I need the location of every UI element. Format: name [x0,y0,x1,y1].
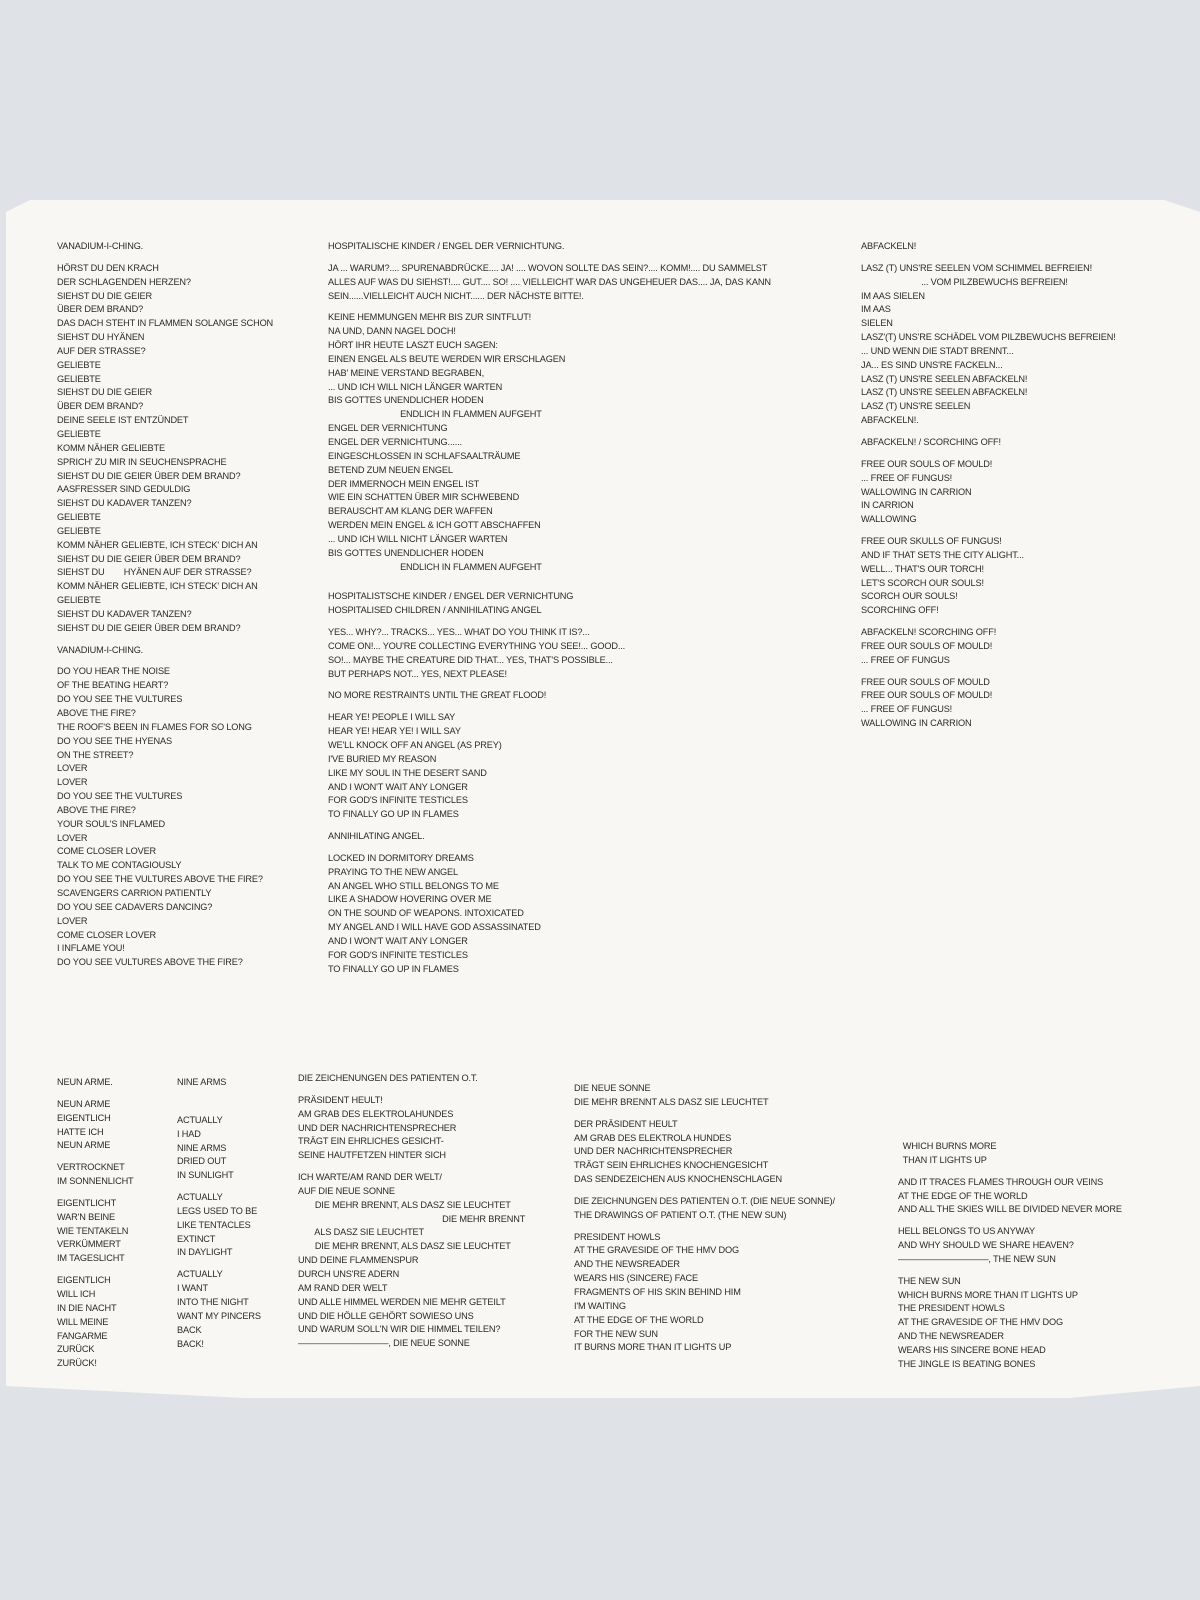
lyric-line: LASZ'(T) UNS'RE SCHÄDEL VOM PILZBEWUCHS BEFREIEN! [861,332,1116,343]
lyric-line: IM TAGESLICHT [57,1253,125,1264]
stanza-gap [861,618,1116,626]
lyric-line: EIGENTLICH [57,1275,111,1286]
lyric-line: GELIEBTE [57,525,101,536]
lyric-line: DIE MEHR BRENNT [298,1213,526,1224]
lyric-line: BUT PERHAPS NOT... YES, NEXT PLEASE! [328,668,507,679]
lyric-line: AT THE GRAVESIDE OF THE HMV DOG [574,1245,740,1256]
lyric-line: LASZ (T) UNS'RE SEELEN [861,401,971,412]
lyric-line: TO FINALLY GO UP IN FLAMES [328,963,459,974]
stanza-gap [57,1189,134,1197]
lyric-line: AUF DIE NEUE SONNE [298,1185,395,1196]
lyric-line: SEINE HAUTFETZEN HINTER SICH [298,1150,446,1161]
lyric-line: JA... ES SIND UNS'RE FACKELN... [861,359,1003,370]
lyric-line: BIS GOTTES UNENDLICHER HODEN [328,395,484,406]
lyric-line: ABFACKELN! SCORCHING OFF! [861,627,997,638]
lyric-line: ... UND ICH WILL NICH LÄNGER WARTEN [328,381,503,392]
lyric-line: EINGESCHLOSSEN IN SCHLAFSAALTRÄUME [328,450,521,461]
lyric-line: ON THE SOUND OF WEAPONS. INTOXICATED [328,908,524,919]
lyric-line: NINE ARMS [177,1077,227,1087]
lyric-line: WELL... THAT'S OUR TORCH! [861,563,984,574]
stanza-gap [328,822,771,830]
lyrics-nine-arms [177,1076,261,1351]
lyric-line: ÜBER DEM BRAND? [57,401,144,412]
lyric-line: LASZ (T) UNS'RE SEELEN ABFACKELN! [861,373,1028,384]
lyric-line: PRÄSIDENT HEULT! [298,1094,383,1105]
lyric-line: ——————————, THE NEW SUN [898,1253,1056,1264]
lyrics-abfackeln [861,240,1116,731]
lyric-line: SCAVENGERS CARRION PATIENTLY [57,887,212,898]
lyric-line: DIE MEHR BRENNT, ALS DASZ SIE LEUCHTET [298,1241,511,1252]
lyric-line: WAR'N BEINE [57,1211,115,1222]
lyric-line: WHICH BURNS MORE [898,1141,997,1151]
lyric-line: EIGENTLICH [57,1112,111,1123]
lyric-line: COME CLOSER LOVER [57,929,157,940]
lyric-line: ENDLICH IN FLAMMEN AUFGEHT [328,561,542,572]
lyric-line: WE'LL KNOCK OFF AN ANGEL (AS PREY) [328,740,502,750]
lyric-line: SO!... MAYBE THE CREATURE DID THAT... YES, THAT'S POSSIBLE... [328,654,613,665]
stanza-gap [298,1163,525,1171]
lyric-line: SIEHST DU DIE GEIER [57,387,153,398]
lyric-line: HÖRT IHR HEUTE LASZT EUCH SAGEN: [328,340,498,351]
lyric-line: AND I WON'T WAIT ANY LONGER [328,781,468,792]
lyric-line: THE JINGLE IS BEATING BONES [898,1358,1036,1369]
stanza-gap [57,657,273,665]
lyric-line: COME CLOSER LOVER [57,846,157,857]
lyric-line: DO YOU SEE THE HYENAS [57,735,172,746]
lyric-line: DRIED OUT [177,1156,227,1167]
lyric-line: ZURÜCK! [57,1358,97,1369]
lyric-line: ABOVE THE FIRE? [57,804,136,815]
lyric-line: SPRICH' ZU MIR IN SEUCHENSPRACHE [57,456,227,467]
stanza-gap [574,1223,835,1231]
lyric-line: WALLOWING [861,514,917,525]
lyrics-hospitalische-kinder [328,240,771,977]
lyric-line: GELIEBTE [57,373,101,384]
lyric-line: ZURÜCK [57,1344,95,1355]
lyric-line: PRESIDENT HOWLS [574,1231,661,1242]
lyric-line: FREE OUR SKULLS OF FUNGUS! [861,536,1002,547]
lyric-line: UND ALLE HIMMEL WERDEN NIE MEHR GETEILT [298,1296,506,1307]
lyric-line: THE DRAWINGS OF PATIENT O.T. (THE NEW SUN) [574,1209,787,1220]
lyric-line: ABFACKELN! / SCORCHING OFF! [861,436,1001,447]
lyric-line: AASFRESSER SIND GEDULDIG [57,484,191,495]
lyric-line: ... FREE OF FUNGUS [861,654,950,665]
lyric-line: IM AAS SIELEN [861,290,925,301]
stanza-gap [898,1217,1122,1225]
lyric-line: DO YOU SEE VULTURES ABOVE THE FIRE? [57,957,243,968]
lyric-line: ABFACKELN! [861,241,917,251]
lyric-line: I'M WAITING [574,1300,626,1311]
lyric-line: DO YOU SEE THE VULTURES [57,694,183,705]
lyric-line: YES... WHY?... TRACKS... YES... WHAT DO YOU THINK IT IS?... [328,627,590,638]
lyric-line: ACTUALLY [177,1114,223,1125]
lyric-line: JA ... WARUM?.... SPURENABDRÜCKE.... JA! .... WOVON SOLLTE DAS SEIN?.... KOMM!.... DU SAMMELST [328,262,768,273]
lyric-line: BIS GOTTES UNENDLICHER HODEN [328,547,484,558]
stanza-gap [328,574,771,582]
lyric-line: HOSPITALISCHE KINDER / ENGEL DER VERNICHTUNG. [328,241,565,251]
stanza-gap [328,582,771,590]
lyric-line: DURCH UNS'RE ADERN [298,1268,400,1279]
lyric-line: IN SUNLIGHT [177,1170,234,1181]
lyric-line: IN CARRION [861,500,914,511]
lyric-line: NEUN ARME. [57,1077,113,1087]
lyric-line: THE PRESIDENT HOWLS [898,1303,1005,1314]
lyric-line: THE ROOF'S BEEN IN FLAMES FOR SO LONG [57,721,252,732]
lyric-line: LOVER [57,763,88,774]
lyric-line: ACTUALLY [177,1192,223,1203]
lyric-line: LIKE A SHADOW HOVERING OVER ME [328,894,492,905]
lyric-line: AND I WON'T WAIT ANY LONGER [328,935,468,946]
stanza-gap [57,254,273,262]
stanza-gap [328,618,771,626]
lyric-line: IM SONNENLICHT [57,1176,134,1187]
stanza-gap [57,1153,134,1161]
lyric-line: WHICH BURNS MORE THAN IT LIGHTS UP [898,1289,1078,1300]
lyric-line: ... FREE OF FUNGUS! [861,472,953,483]
stanza-gap [328,254,771,262]
lyric-line: DER IMMERNOCH MEIN ENGEL IST [328,478,480,489]
lyric-line: TRÄGT EIN EHRLICHES GESICHT- [298,1136,444,1147]
stanza-gap [57,636,273,644]
lyric-line: FREE OUR SOULS OF MOULD! [861,690,993,701]
lyric-line: UND DIE HÖLLE GEHÖRT SOWIESO UNS [298,1310,474,1321]
lyric-line: SIEHST DU KADAVER TANZEN? [57,608,192,619]
lyric-line: SIEHST DU DIE GEIER ÜBER DEM BRAND? [57,622,241,633]
lyric-line: HELL BELONGS TO US ANYWAY [898,1226,1035,1237]
lyric-line: VERTROCKNET [57,1162,125,1173]
lyric-line: COME ON!... YOU'RE COLLECTING EVERYTHING YOU SEE!... GOOD... [328,640,626,651]
lyric-line: LEGS USED TO BE [177,1205,258,1216]
lyric-line: SIEHST DU DIE GEIER ÜBER DEM BRAND? [57,470,241,481]
lyric-line: ABOVE THE FIRE? [57,708,136,718]
lyric-line: ABFACKELN!. [861,415,919,426]
stanza-gap [177,1090,261,1098]
lyric-line: AND THE NEWSREADER [898,1331,1004,1342]
lyric-line: UND DER NACHRICHTENSPRECHER [298,1122,457,1133]
lyric-line: DAS SENDEZEICHEN AUS KNOCHENSCHLAGEN [574,1174,782,1185]
stanza-gap [177,1260,261,1268]
lyric-line: BETEND ZUM NEUEN ENGEL [328,464,453,475]
lyric-line: ... FREE OF FUNGUS! [861,704,953,715]
lyric-line: ENDLICH IN FLAMMEN AUFGEHT [328,409,542,420]
lyric-line: NO MORE RESTRAINTS UNTIL THE GREAT FLOOD! [328,690,547,701]
lyrics-patient-ot [298,1072,525,1351]
lyric-line: LOCKED IN DORMITORY DREAMS [328,852,474,863]
lyric-line: KOMM NÄHER GELIEBTE, ICH STECK' DICH AN [57,539,258,550]
lyrics-neun-arme [57,1076,134,1371]
lyric-line: AT THE GRAVESIDE OF THE HMV DOG [898,1317,1064,1328]
lyric-line: TO FINALLY GO UP IN FLAMES [328,809,459,820]
lyric-line: IN DIE NACHT [57,1302,117,1313]
lyric-line: WEARS HIS (SINCERE) FACE [574,1273,699,1284]
lyric-line: GELIEBTE [57,359,101,370]
lyric-line: EINEN ENGEL ALS BEUTE WERDEN WIR ERSCHLAGEN [328,353,566,364]
lyric-line: WERDEN MEIN ENGEL & ICH GOTT ABSCHAFFEN [328,520,541,531]
lyric-line: AND WHY SHOULD WE SHARE HEAVEN? [898,1240,1074,1251]
lyric-line: ENGEL DER VERNICHTUNG...... [328,436,462,447]
lyric-line: ANNIHILATING ANGEL. [328,831,425,842]
lyric-line: EXTINCT [177,1233,216,1244]
lyric-line: SEIN......VIELLEICHT AUCH NICHT...... DER NÄCHSTE BITTE!. [328,290,584,301]
lyric-line: AND ALL THE SKIES WILL BE DIVIDED NEVER MORE [898,1204,1122,1215]
lyric-line: FOR GOD'S INFINITE TESTICLES [328,949,468,960]
lyric-line: WANT MY PINCERS [177,1310,261,1321]
lyric-line: AT THE EDGE OF THE WORLD [898,1190,1028,1201]
lyric-line: AM GRAB DES ELEKTROLA HUNDES [574,1132,732,1143]
lyric-line: I INFLAME YOU! [57,943,125,954]
lyric-line: THE NEW SUN [898,1275,961,1286]
lyric-line: ... UND WENN DIE STADT BRENNT... [861,345,1014,356]
lyric-line: WEARS HIS SINCERE BONE HEAD [898,1344,1046,1355]
lyric-line: DIE ZEICHENUNGEN DES PATIENTEN O.T. [298,1073,478,1083]
lyric-line: FOR THE NEW SUN [574,1328,658,1339]
lyric-line: I'VE BURIED MY REASON [328,753,437,764]
lyric-line: VANADIUM-I-CHING. [57,241,144,251]
lyric-line: ... VOM PILZBEWUCHS BEFREIEN! [861,276,1068,287]
lyric-line: UND WARUM SOLL'N WIR DIE HIMMEL TEILEN? [298,1324,501,1335]
lyric-line: WALLOWING IN CARRION [861,718,972,729]
lyric-line: FRAGMENTS OF HIS SKIN BEHIND HIM [574,1286,741,1297]
lyric-line: VANADIUM-I-CHING. [57,644,144,655]
lyric-line: EIGENTLICHT [57,1197,117,1208]
lyric-line: SIEHST DU HYÄNEN AUF DER STRASSE? [57,567,252,578]
lyric-line: HEAR YE! HEAR YE! I WILL SAY [328,726,461,737]
lyric-line: AUF DER STRASSE? [57,345,146,356]
lyric-line: TALK TO ME CONTAGIOUSLY [57,860,182,871]
lyric-line: FOR GOD'S INFINITE TESTICLES [328,795,468,806]
lyric-line: LIKE TENTACLES [177,1219,251,1230]
lyric-line: HOSPITALISED CHILDREN / ANNIHILATING ANGEL [328,605,542,616]
stanza-gap [861,254,1116,262]
lyrics-new-sun [898,1140,1122,1372]
lyric-line: SIEHST DU HYÄNEN [57,332,145,343]
lyric-line: AND IF THAT SETS THE CITY ALIGHT... [861,549,1024,560]
lyric-line: NEUN ARME [57,1140,111,1151]
lyric-line: ACTUALLY [177,1269,223,1280]
lyric-line: DER PRÄSIDENT HEULT [574,1118,678,1129]
lyric-line: SIEHST DU KADAVER TANZEN? [57,498,192,509]
lyric-line: ... UND ICH WILL NICHT LÄNGER WARTEN [328,533,508,544]
lyric-line: VERKÜMMERT [57,1239,121,1250]
lyric-line: DIE MEHR BRENNT, ALS DASZ SIE LEUCHTET [298,1199,511,1210]
stanza-gap [328,681,771,689]
lyric-line: ÜBER DEM BRAND? [57,304,144,315]
lyric-line: BACK! [177,1338,204,1349]
stanza-gap [328,844,771,852]
lyric-line: THAN IT LIGHTS UP [898,1154,987,1165]
lyric-line: HÖRST DU DEN KRACH [57,262,159,273]
lyric-line: WILL MEINE [57,1316,109,1327]
lyric-line: HAB' MEINE VERSTAND BEGRABEN, [328,367,485,378]
lyric-line: INTO THE NIGHT [177,1296,249,1307]
stanza-gap [177,1183,261,1191]
lyric-line: FREE OUR SOULS OF MOULD! [861,458,993,469]
lyric-line: WALLOWING IN CARRION [861,486,972,497]
lyric-line: ON THE STREET? [57,749,134,760]
lyric-line: GELIEBTE [57,512,101,523]
lyric-line: BERAUSCHT AM KLANG DER WAFFEN [328,506,493,517]
lyric-line: KOMM NÄHER GELIEBTE, ICH STECK' DICH AN [57,581,258,592]
lyric-line: AND THE NEWSREADER [574,1259,680,1270]
lyric-line: UND DEINE FLAMMENSPUR [298,1255,419,1266]
stanza-gap [57,1090,134,1098]
lyric-line: ALS DASZ SIE LEUCHTET [298,1227,424,1238]
stanza-gap [328,303,771,311]
lyric-line: SCORCH OUR SOULS! [861,591,958,602]
stanza-gap [574,1110,835,1118]
lyric-line: SIEHST DU DIE GEIER ÜBER DEM BRAND? [57,553,241,564]
lyric-line: DO YOU SEE CADAVERS DANCING? [57,901,213,912]
lyric-line: AN ANGEL WHO STILL BELONGS TO ME [328,880,499,891]
stanza-gap [177,1098,261,1106]
lyric-line: NEUN ARME [57,1098,111,1109]
lyric-line: DIE ZEICHNUNGEN DES PATIENTEN O.T. (DIE NEUE SONNE)/ [574,1195,835,1206]
stanza-gap [898,1168,1122,1176]
lyric-line: DO YOU HEAR THE NOISE [57,666,170,677]
lyric-line: LASZ (T) UNS'RE SEELEN ABFACKELN! [861,387,1028,398]
stanza-gap [298,1086,525,1094]
lyric-line: NA UND, DANN NAGEL DOCH! [328,326,456,337]
lyric-line: SCORCHING OFF! [861,605,939,616]
lyric-line: HATTE ICH [57,1126,104,1137]
lyric-line: SIELEN [861,318,893,329]
lyric-line: MY ANGEL AND I WILL HAVE GOD ASSASSINATED [328,922,541,933]
lyric-line: WIE EIN SCHATTEN ÜBER MIR SCHWEBEND [328,492,520,503]
lyric-line: LOVER [57,777,88,788]
lyrics-neue-sonne [574,1082,835,1355]
lyric-line: GELIEBTE [57,595,101,606]
lyric-line: SIEHST DU DIE GEIER [57,290,153,301]
stanza-gap [57,1266,134,1274]
lyric-line: LIKE MY SOUL IN THE DESERT SAND [328,767,487,778]
lyric-line: IT BURNS MORE THAN IT LIGHTS UP [574,1342,732,1353]
stanza-gap [861,450,1116,458]
lyric-line: I HAD [177,1128,201,1139]
lyric-line: DAS DACH STEHT IN FLAMMEN SOLANGE SCHON [57,318,274,329]
lyric-line: ——————————, DIE NEUE SONNE [298,1338,470,1349]
lyric-line: FANGARME [57,1330,108,1341]
stanza-gap [861,428,1116,436]
lyric-line: KEINE HEMMUNGEN MEHR BIS ZUR SINTFLUT! [328,312,532,323]
lyric-line: FREE OUR SOULS OF MOULD! [861,640,993,651]
lyric-line: KOMM NÄHER GELIEBTE [57,442,165,453]
lyric-line: DO YOU SEE THE VULTURES ABOVE THE FIRE? [57,874,263,885]
lyric-line: TRÄGT SEIN EHRLICHES KNOCHENGESICHT [574,1160,769,1171]
stanza-gap [861,527,1116,535]
stanza-gap [898,1267,1122,1275]
lyric-line: WILL ICH [57,1288,96,1299]
stanza-gap [574,1187,835,1195]
lyric-line: AT THE EDGE OF THE WORLD [574,1314,704,1325]
lyric-line: BACK [177,1324,202,1335]
stanza-gap [328,703,771,711]
lyric-line: LOVER [57,915,88,926]
lyric-line: ALLES AUF WAS DU SIEHST!.... GUT.... SO! .... VIELLEICHT WAR DAS UNGEHEUER DAS.... JA, DAS KANN [328,276,771,287]
lyric-line: OF THE BEATING HEART? [57,680,169,691]
lyric-line: I WANT [177,1283,208,1294]
lyric-line: HEAR YE! PEOPLE I WILL SAY [328,712,456,723]
lyric-line: ICH WARTE/AM RAND DER WELT/ [298,1172,442,1183]
lyric-line: UND DER NACHRICHTENSPRECHER [574,1146,733,1157]
lyric-line: DO YOU SEE THE VULTURES [57,791,183,802]
lyric-line: PRAYING TO THE NEW ANGEL [328,866,458,877]
lyric-line: LOVER [57,832,88,843]
lyrics-vanadium-i-ching [57,240,273,970]
lyric-line: AND IT TRACES FLAMES THROUGH OUR VEINS [898,1176,1104,1187]
lyric-line: LET'S SCORCH OUR SOULS! [861,577,984,588]
lyric-line: FREE OUR SOULS OF MOULD [861,676,990,687]
stanza-gap [177,1106,261,1114]
lyric-line: LASZ (T) UNS'RE SEELEN VOM SCHIMMEL BEFREIEN! [861,262,1093,273]
lyric-line: GELIEBTE [57,428,101,439]
lyric-line: DEINE SEELE IST ENTZÜNDET [57,415,189,426]
lyric-line: DER SCHLAGENDEN HERZEN? [57,276,191,287]
lyric-line: WIE TENTAKELN [57,1225,129,1236]
lyric-line: ENGEL DER VERNICHTUNG [328,423,448,434]
lyric-line: DIE NEUE SONNE [574,1083,651,1093]
lyric-line: IM AAS [861,304,891,315]
lyric-line: AM RAND DER WELT [298,1282,388,1293]
lyric-line: YOUR SOUL'S INFLAMED [57,818,166,829]
lyric-line: IN DAYLIGHT [177,1247,233,1258]
lyric-line: AM GRAB DES ELEKTROLAHUNDES [298,1108,454,1119]
stanza-gap [861,668,1116,676]
lyric-line: NINE ARMS [177,1142,227,1153]
lyric-line: DIE MEHR BRENNT ALS DASZ SIE LEUCHTET [574,1096,769,1107]
lyric-line: HOSPITALISTSCHE KINDER / ENGEL DER VERNICHTUNG [328,591,574,602]
